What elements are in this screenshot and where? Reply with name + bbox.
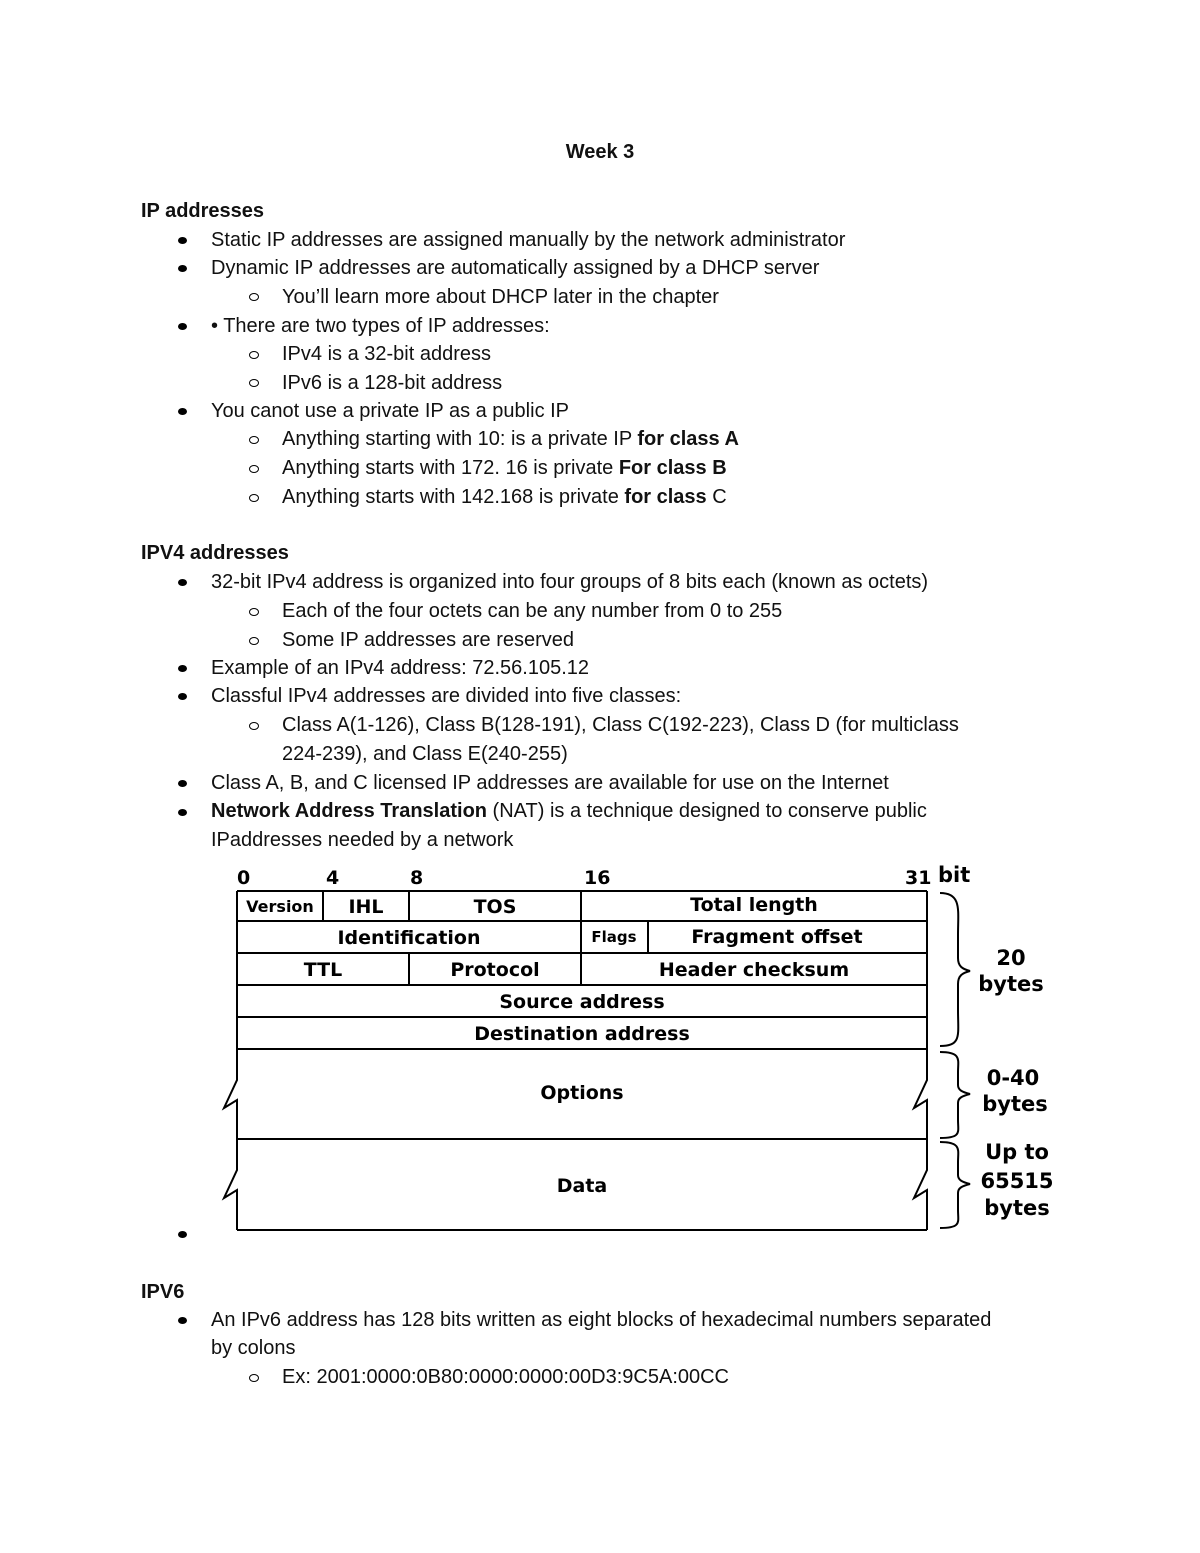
list-item-continuation: IPaddresses needed by a network bbox=[211, 829, 514, 851]
field-protocol: Protocol bbox=[450, 959, 540, 981]
ipv4-header-diagram bbox=[210, 858, 1070, 1238]
size-label: 65515 bbox=[980, 1169, 1054, 1193]
class-label: for class bbox=[624, 486, 707, 508]
bullet-icon bbox=[178, 780, 187, 787]
list-item: Dynamic IP addresses are automatically assigned by a DHCP server bbox=[211, 257, 820, 279]
list-item: An IPv6 address has 128 bits written as eight blocks of hexadecimal numbers separated bbox=[211, 1309, 992, 1331]
bit-label: 16 bbox=[584, 867, 611, 889]
sub-bullet-icon bbox=[249, 608, 259, 616]
list-item bbox=[282, 483, 727, 512]
bit-unit-label: bit bbox=[938, 863, 971, 887]
bit-label: 4 bbox=[326, 867, 340, 889]
list-item: Class A(1-126), Class B(128-191), Class C(192-223), Class D (for multiclass bbox=[282, 714, 959, 736]
list-item-text: Anything starts with 172. 16 is private bbox=[282, 457, 619, 479]
list-item-text: (NAT) is a technique designed to conserve public bbox=[487, 800, 927, 822]
nat-term: Network Address Translation bbox=[211, 800, 487, 822]
list-item bbox=[211, 797, 927, 826]
size-label: bytes bbox=[982, 1092, 1048, 1116]
field-destination-address: Destination address bbox=[474, 1023, 690, 1045]
field-fragment-offset: Fragment offset bbox=[691, 926, 863, 948]
sub-bullet-icon bbox=[249, 379, 259, 387]
class-label: for class A bbox=[637, 428, 739, 450]
field-identification: Identification bbox=[337, 927, 481, 949]
field-header-checksum: Header checksum bbox=[658, 959, 850, 981]
list-item: Classful IPv4 addresses are divided into five classes: bbox=[211, 685, 682, 707]
field-total-length: Total length bbox=[690, 894, 818, 916]
list-item: IPv4 is a 32-bit address bbox=[282, 343, 491, 365]
sub-bullet-icon bbox=[249, 465, 259, 473]
bullet-icon bbox=[178, 809, 187, 816]
bullet-icon bbox=[178, 323, 187, 330]
sub-bullet-icon bbox=[249, 494, 259, 502]
page-title: Week 3 bbox=[565, 141, 635, 163]
size-label: Up to bbox=[985, 1140, 1049, 1164]
list-item-text: Anything starts with 142.168 is private bbox=[282, 486, 625, 508]
bullet-icon bbox=[178, 579, 187, 586]
list-item-continuation: 224-239), and Class E(240-255) bbox=[282, 743, 568, 765]
class-letter: C bbox=[706, 486, 727, 508]
section-heading-ip: IP addresses bbox=[141, 200, 265, 222]
field-source-address: Source address bbox=[499, 991, 665, 1013]
list-item bbox=[282, 454, 727, 483]
size-label: 20 bbox=[996, 946, 1026, 970]
list-item-text: Anything starting with 10: is a private IP bbox=[282, 428, 638, 450]
field-options: Options bbox=[540, 1082, 624, 1104]
bullet-icon bbox=[178, 693, 187, 700]
list-item: Some IP addresses are reserved bbox=[282, 629, 575, 651]
bit-label: 8 bbox=[410, 867, 424, 889]
size-label: 0-40 bbox=[986, 1066, 1040, 1090]
bit-label: 31 bbox=[905, 867, 932, 889]
sub-bullet-icon bbox=[249, 637, 259, 645]
bullet-icon bbox=[178, 665, 187, 672]
class-label: For class B bbox=[618, 457, 727, 479]
bit-label: 0 bbox=[237, 867, 251, 889]
sub-bullet-icon bbox=[249, 436, 259, 444]
bullet-icon bbox=[178, 1317, 187, 1324]
sub-bullet-icon bbox=[249, 722, 259, 730]
field-ihl: IHL bbox=[348, 896, 384, 918]
sub-bullet-icon bbox=[249, 1374, 259, 1382]
list-item: Example of an IPv4 address: 72.56.105.12 bbox=[211, 657, 590, 679]
bullet-icon bbox=[178, 237, 187, 244]
bullet-icon bbox=[178, 265, 187, 272]
field-version: Version bbox=[246, 897, 314, 916]
list-item: Ex: 2001:0000:0B80:0000:0000:00D3:9C5A:00CC bbox=[282, 1366, 730, 1388]
field-data: Data bbox=[556, 1175, 608, 1197]
sub-bullet-icon bbox=[249, 351, 259, 359]
list-item: 32-bit IPv4 address is organized into four groups of 8 bits each (known as octets) bbox=[211, 571, 929, 593]
list-item: Class A, B, and C licensed IP addresses are available for use on the Internet bbox=[211, 772, 889, 794]
field-tos: TOS bbox=[473, 896, 517, 918]
section-heading-ipv4: IPV4 addresses bbox=[141, 542, 289, 564]
field-ttl: TTL bbox=[303, 959, 343, 981]
bullet-icon bbox=[178, 408, 187, 415]
list-item: You’ll learn more about DHCP later in the chapter bbox=[282, 286, 719, 308]
list-item: IPv6 is a 128-bit address bbox=[282, 372, 503, 394]
size-label: bytes bbox=[978, 972, 1044, 996]
list-item: You canot use a private IP as a public IP bbox=[211, 400, 570, 422]
list-item bbox=[282, 425, 739, 454]
sub-bullet-icon bbox=[249, 293, 259, 301]
list-item-continuation: by colons bbox=[211, 1337, 296, 1359]
field-flags: Flags bbox=[591, 928, 637, 946]
list-item: Each of the four octets can be any number from 0 to 255 bbox=[282, 600, 783, 622]
list-item: Static IP addresses are assigned manually by the network administrator bbox=[211, 229, 846, 251]
section-heading-ipv6: IPV6 bbox=[141, 1281, 185, 1303]
bullet-icon bbox=[178, 1231, 187, 1238]
size-label: bytes bbox=[984, 1196, 1050, 1220]
list-item: • There are two types of IP addresses: bbox=[211, 315, 550, 337]
